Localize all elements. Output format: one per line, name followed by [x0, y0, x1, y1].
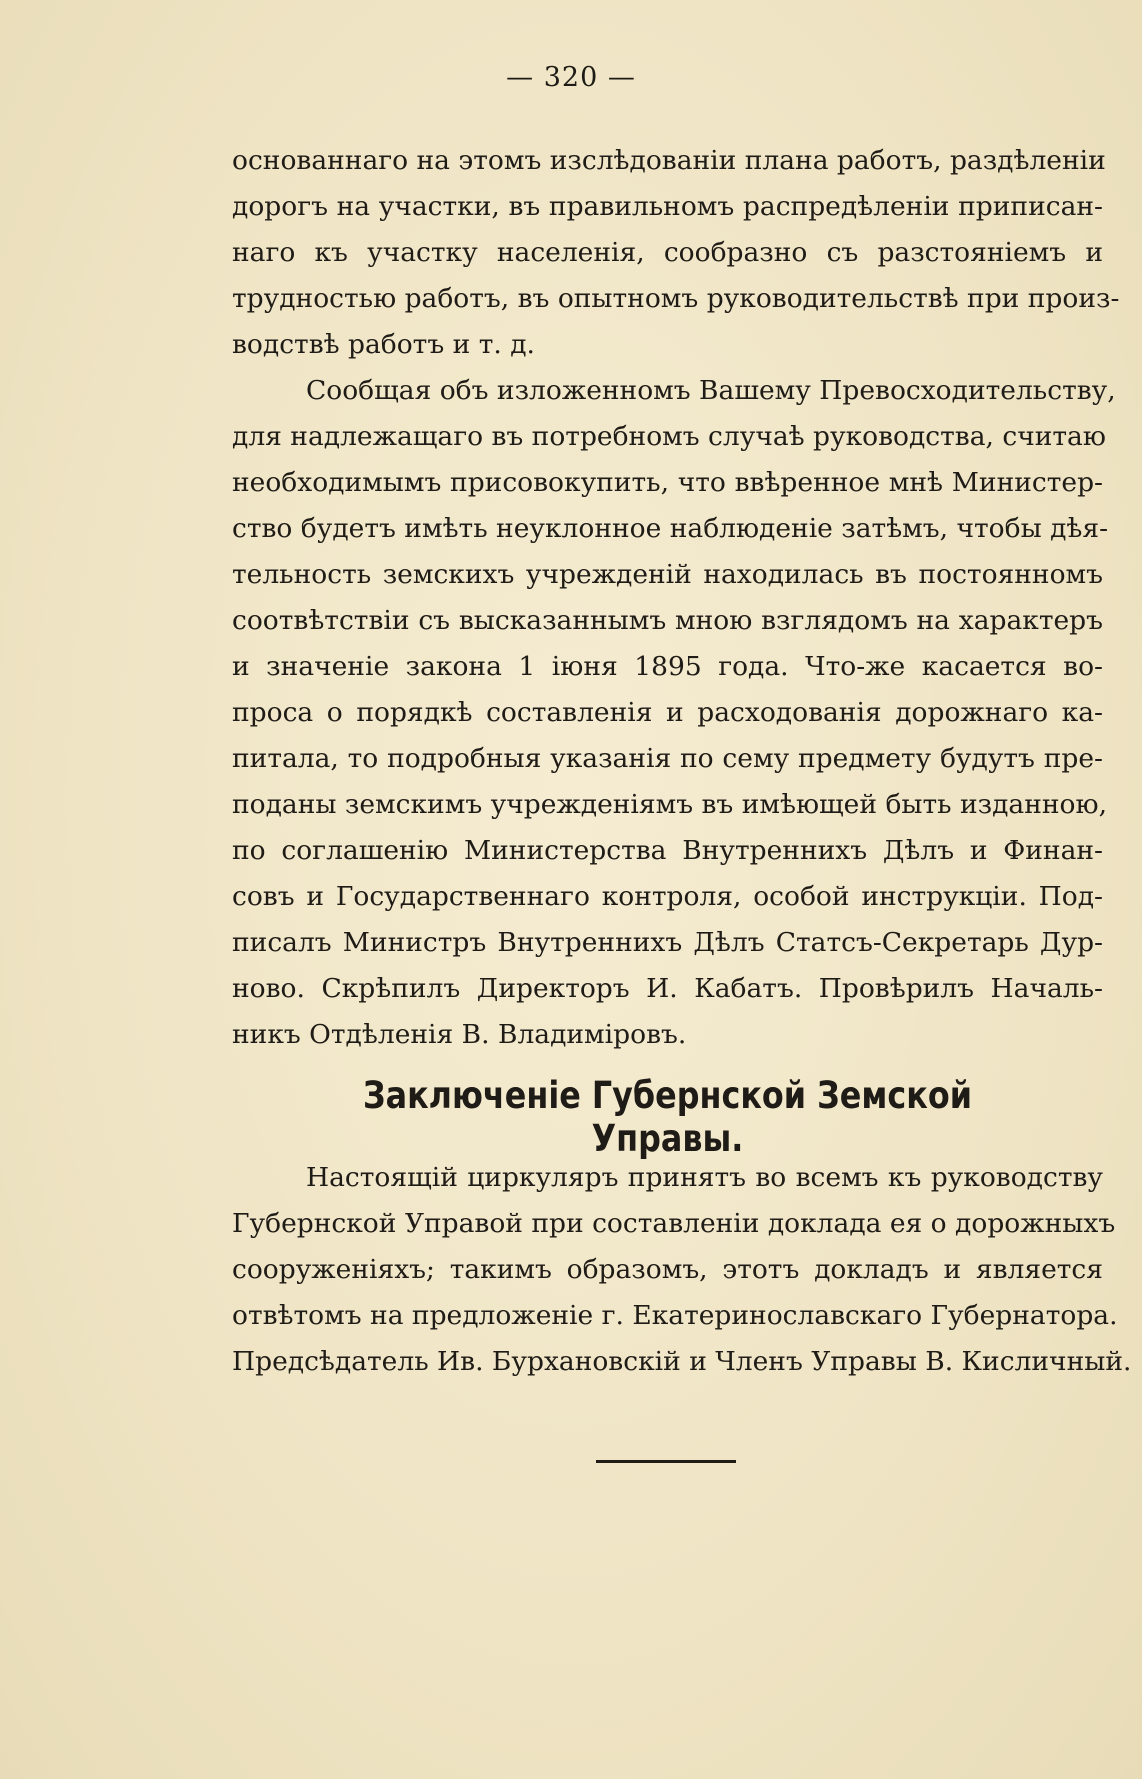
- text-line: для надлежащаго въ потребномъ случаѣ руководства, считаю: [232, 421, 1106, 452]
- text-line: трудностью работъ, въ опытномъ руководительствѣ при произ-: [232, 283, 1120, 314]
- text-line: соотвѣтствіи съ высказаннымъ мною взглядомъ на характеръ: [232, 605, 1103, 636]
- text-line: Настоящій циркуляръ принятъ во всемъ къ руководству: [306, 1162, 1103, 1193]
- text-line: по соглашенію Министерства Внутреннихъ Дѣлъ и Финан-: [232, 835, 1103, 866]
- text-line: отвѣтомъ на предложеніе г. Екатеринославскаго Губернатора.: [232, 1300, 1118, 1331]
- text-line: дорогъ на участки, въ правильномъ распредѣленіи приписан-: [232, 191, 1103, 222]
- text-line: тельность земскихъ учрежденій находилась въ постоянномъ: [232, 559, 1103, 590]
- text-line: Предсѣдатель Ив. Бурхановскій и Членъ Управы В. Кисличный.: [232, 1346, 1132, 1377]
- page-number: — 320 —: [506, 62, 636, 93]
- text-line: проса о порядкѣ составленія и расходованія дорожнаго ка-: [232, 697, 1103, 728]
- text-line: питала, то подробныя указанія по сему предмету будутъ пре-: [232, 743, 1103, 774]
- text-line: писалъ Министръ Внутреннихъ Дѣлъ Статсъ-Секретарь Дур-: [232, 927, 1103, 958]
- section-heading: Заключеніе Губернской Земской Управы.: [363, 1074, 972, 1160]
- text-line: Сообщая объ изложенномъ Вашему Превосходительству,: [306, 375, 1116, 406]
- text-line: никъ Отдѣленія В. Владиміровъ.: [232, 1019, 687, 1050]
- text-line: поданы земскимъ учрежденіямъ въ имѣющей быть изданною,: [232, 789, 1108, 820]
- text-line: водствѣ работъ и т. д.: [232, 329, 535, 360]
- text-line: ново. Скрѣпилъ Директоръ И. Кабатъ. Провѣрилъ Началь-: [232, 973, 1103, 1004]
- text-line: ство будетъ имѣть неуклонное наблюденіе затѣмъ, чтобы дѣя-: [232, 513, 1109, 544]
- section-divider: [596, 1460, 736, 1463]
- text-line: наго къ участку населенія, сообразно съ разстояніемъ и: [232, 237, 1103, 268]
- text-line: основаннаго на этомъ изслѣдованіи плана работъ, раздѣленіи: [232, 145, 1106, 176]
- text-line: Губернской Управой при составленіи доклада ея о дорожныхъ: [232, 1208, 1116, 1239]
- text-line: необходимымъ присовокупить, что ввѣренное мнѣ Министер-: [232, 467, 1103, 498]
- text-line: совъ и Государственнаго контроля, особой инструкціи. Под-: [232, 881, 1103, 912]
- text-line: сооруженіяхъ; такимъ образомъ, этотъ докладъ и является: [232, 1254, 1103, 1285]
- text-line: и значеніе закона 1 іюня 1895 года. Что-же касается во-: [232, 651, 1103, 682]
